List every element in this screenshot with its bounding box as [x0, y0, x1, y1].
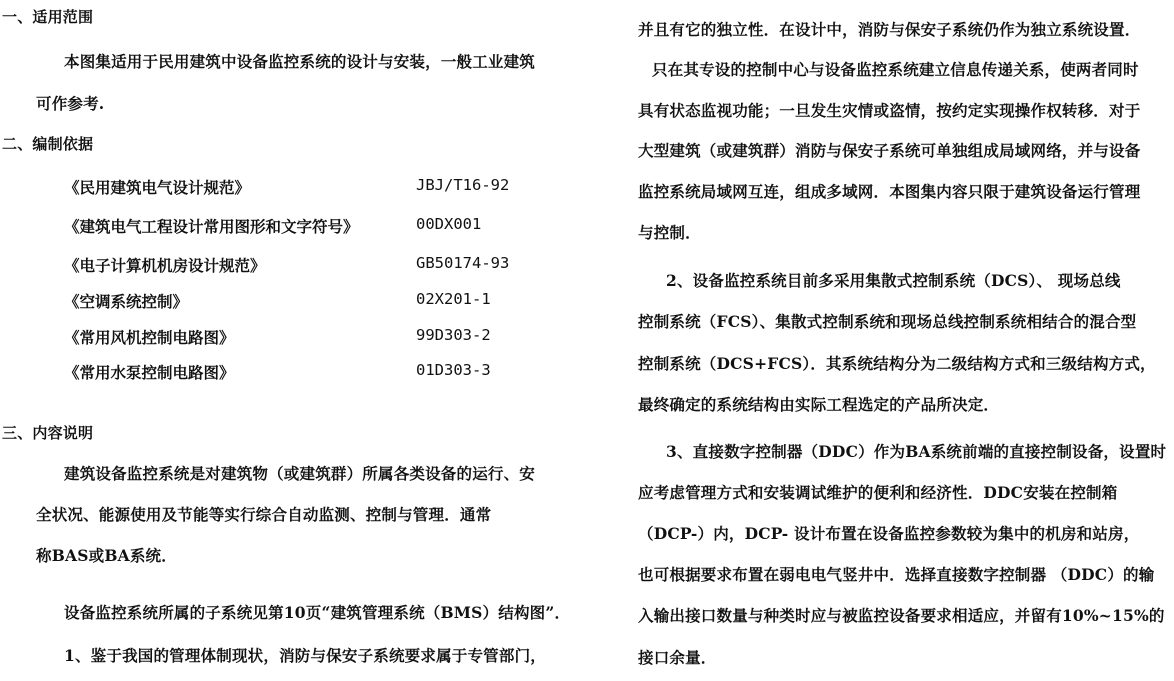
paragraph-line: 最终确定的系统结构由实际工程选定的产品所决定． [638, 395, 1000, 414]
reference-title: 《电子计算机机房设计规范》 [64, 256, 266, 275]
paragraph-line: （DCP-）内，DCP- 设计布置在设备监控参数较为集中的机房和站房， [638, 524, 1140, 543]
paragraph-line: 接口余量． [638, 648, 717, 667]
paragraph-line: 2、设备监控系统目前多采用集散式控制系统（DCS）、 现场总线 [666, 271, 1121, 290]
reference-title: 《常用水泵控制电路图》 [64, 363, 235, 382]
section-3-line: 全状况、能源使用及节能等实行综合自动监测、控制与管理．通常 [36, 505, 492, 524]
paragraph-line: 并且有它的独立性．在设计中，消防与保安子系统仍作为独立系统设置． [638, 20, 1141, 39]
paragraph-line: 3、直接数字控制器（DDC）作为BA系统前端的直接控制设备，设置时 [666, 442, 1167, 461]
paragraph-line: 入输出接口数量与种类时应与被监控设备要求相适应，并留有10%~15%的 [638, 606, 1165, 625]
paragraph-line: 与控制． [638, 223, 701, 242]
section-2-heading: 二、编制依据 [2, 135, 94, 153]
section-3-line: 建筑设备监控系统是对建筑物（或建筑群）所属各类设备的运行、安 [64, 464, 536, 483]
reference-code: 01D303-3 [416, 361, 491, 379]
paragraph-line: 也可根据要求布置在弱电电气竖井中．选择直接数字控制器 （DDC）的输 [638, 565, 1155, 584]
section-3-line: 设备监控系统所属的子系统见第10页“建筑管理系统（BMS）结构图”． [64, 603, 571, 622]
reference-title: 《常用风机控制电路图》 [64, 328, 235, 347]
section-1-heading: 一、适用范围 [2, 8, 94, 26]
paragraph-line: 大型建筑（或建筑群）消防与保安子系统可单独组成局域网络，并与设备 [638, 141, 1141, 160]
section-1-line: 可作参考. [36, 94, 105, 113]
reference-title: 《建筑电气工程设计常用图形和文字符号》 [64, 217, 359, 236]
reference-code: 99D303-2 [416, 326, 491, 344]
reference-code: 00DX001 [416, 215, 482, 233]
section-3-line: 称BAS或BA系统． [36, 546, 177, 565]
paragraph-line: 具有状态监视功能；一旦发生灾情或盗情，按约定实现操作权转移．对于 [638, 101, 1141, 120]
section-3-heading: 三、内容说明 [2, 424, 94, 442]
paragraph-line: 只在其专设的控制中心与设备监控系统建立信息传递关系，使两者同时 [652, 60, 1139, 79]
paragraph-line: 应考虑管理方式和安装调试维护的便利和经济性．DDC安装在控制箱 [638, 483, 1118, 502]
reference-title: 《民用建筑电气设计规范》 [64, 178, 251, 197]
paragraph-line: 控制系统（DCS+FCS）．其系统结构分为二级结构方式和三级结构方式， [638, 354, 1156, 373]
paragraph-line: 控制系统（FCS）、集散式控制系统和现场总线控制系统相结合的混合型 [638, 312, 1137, 331]
section-3-line: 1、鉴于我国的管理体制现状，消防与保安子系统要求属于专管部门， [64, 646, 546, 665]
reference-code: GB50174-93 [416, 254, 510, 272]
reference-title: 《空调系统控制》 [64, 292, 189, 311]
section-1-line: 本图集适用于民用建筑中设备监控系统的设计与安装，一般工业建筑 [64, 52, 536, 71]
reference-code: JBJ/T16-92 [416, 176, 510, 194]
paragraph-line: 监控系统局域网互连，组成多域网．本图集内容只限于建筑设备运行管理 [638, 182, 1141, 201]
reference-code: 02X201-1 [416, 290, 491, 308]
